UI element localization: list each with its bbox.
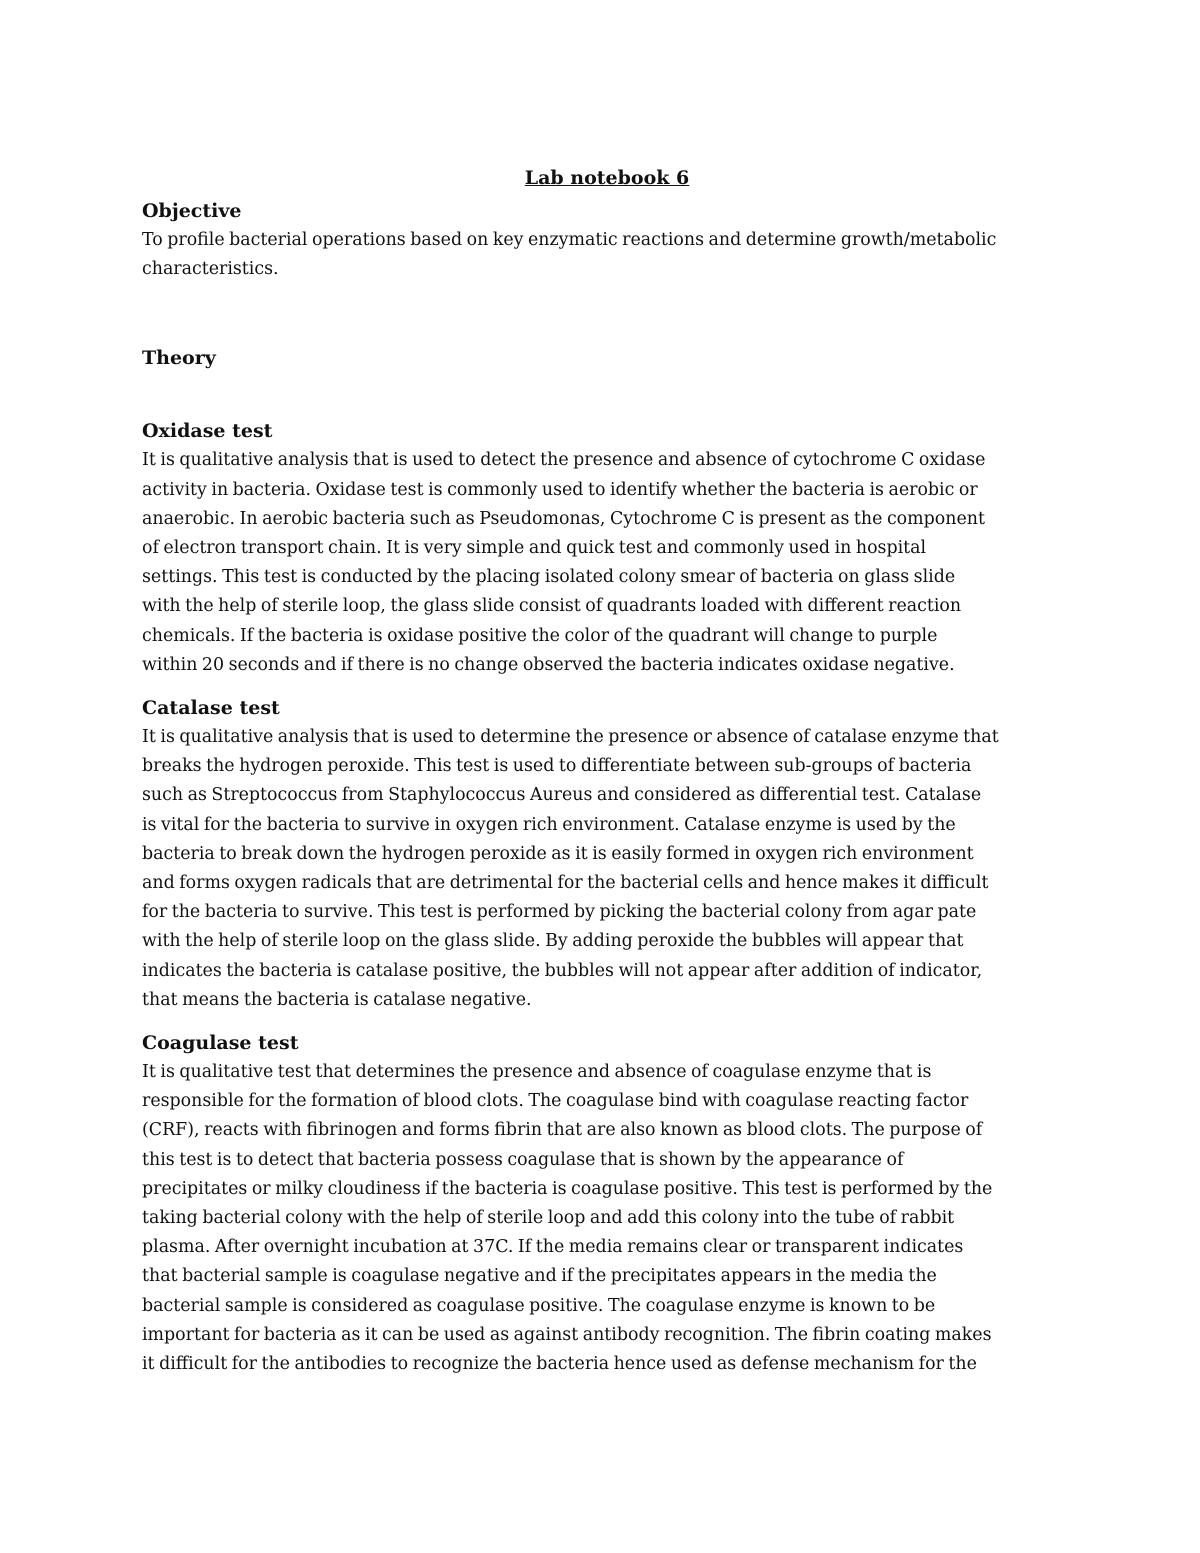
paragraph-line: this test is to detect that bacteria possess coagulase that is shown by the appearance of xyxy=(142,1149,904,1170)
paragraph-line: such as Streptococcus from Staphylococcus Aureus and considered as differential test. Catalase xyxy=(142,785,982,806)
paragraph-line: anaerobic. In aerobic bacteria such as Pseudomonas, Cytochrome C is present as the component xyxy=(142,508,985,529)
paragraph-line: bacterial sample is considered as coagulase positive. The coagulase enzyme is known to be xyxy=(142,1295,936,1316)
paragraph-line: that means the bacteria is catalase negative. xyxy=(142,989,532,1010)
spacer xyxy=(142,680,1072,694)
paragraph-line: precipitates or milky cloudiness if the bacteria is coagulase positive. This test is performed by the xyxy=(142,1178,993,1199)
objective-heading: Objective xyxy=(142,200,242,222)
coagulase-paragraph xyxy=(142,1058,1072,1379)
paragraph-line: it difficult for the antibodies to recognize the bacteria hence used as defense mechanism for the xyxy=(142,1354,977,1375)
paragraph-line: with the help of sterile loop, the glass slide consist of quadrants loaded with different reaction xyxy=(142,596,962,617)
paragraph-line: within 20 seconds and if there is no change observed the bacteria indicates oxidase negative. xyxy=(142,654,955,675)
spacer xyxy=(142,373,1072,417)
paragraph-line: that bacterial sample is coagulase negative and if the precipitates appears in the media the xyxy=(142,1266,937,1287)
paragraph-line: of electron transport chain. It is very simple and quick test and commonly used in hospital xyxy=(142,538,927,559)
paragraph-line: activity in bacteria. Oxidase test is commonly used to identify whether the bacteria is aerobic or xyxy=(142,479,978,500)
paragraph-line: with the help of sterile loop on the glass slide. By adding peroxide the bubbles will appear that xyxy=(142,931,964,952)
paragraph-line: It is qualitative analysis that is used to detect the presence and absence of cytochrome C oxidase xyxy=(142,450,986,471)
paragraph-line: taking bacterial colony with the help of sterile loop and add this colony into the tube of rabbit xyxy=(142,1208,955,1229)
spacer xyxy=(142,1015,1072,1029)
paragraph-line: characteristics. xyxy=(142,259,279,280)
paragraph-line: important for bacteria as it can be used as against antibody recognition. The fibrin coating makes xyxy=(142,1324,992,1345)
coagulase-heading: Coagulase test xyxy=(142,1032,299,1055)
oxidase-paragraph xyxy=(142,446,1072,680)
catalase-heading: Catalase test xyxy=(142,697,280,720)
paragraph-line: indicates the bacteria is catalase positive, the bubbles will not appear after addition of indicator, xyxy=(142,960,983,981)
document-title: Lab notebook 6 xyxy=(524,167,690,189)
paragraph-line: for the bacteria to survive. This test is performed by picking the bacterial colony from agar pate xyxy=(142,902,977,923)
paragraph-line: breaks the hydrogen peroxide. This test is used to differentiate between sub-groups of bacteria xyxy=(142,756,972,777)
oxidase-heading: Oxidase test xyxy=(142,420,273,443)
paragraph-line: It is qualitative test that determines the presence and absence of coagulase enzyme that is xyxy=(142,1062,932,1083)
paragraph-line: responsible for the formation of blood clots. The coagulase bind with coagulase reacting factor xyxy=(142,1091,969,1112)
paragraph-line: bacteria to break down the hydrogen peroxide as it is easily formed in oxygen rich environment xyxy=(142,843,974,864)
objective-paragraph xyxy=(142,226,1072,284)
paragraph-line: To profile bacterial operations based on key enzymatic reactions and determine growth/metabolic xyxy=(142,230,997,250)
paragraph-line: is vital for the bacteria to survive in oxygen rich environment. Catalase enzyme is used by the xyxy=(142,814,956,835)
document-body xyxy=(142,164,1072,1379)
paragraph-line: (CRF), reacts with fibrinogen and forms fibrin that are also known as blood clots. The purpose of xyxy=(142,1120,983,1141)
paragraph-line: chemicals. If the bacteria is oxidase positive the color of the quadrant will change to purple xyxy=(142,625,938,646)
paragraph-line: plasma. After overnight incubation at 37C. If the media remains clear or transparent indicates xyxy=(142,1237,964,1258)
paragraph-line: and forms oxygen radicals that are detrimental for the bacterial cells and hence makes it difficult xyxy=(142,873,989,894)
paragraph-line: settings. This test is conducted by the placing isolated colony smear of bacteria on glass slide xyxy=(142,567,956,588)
spacer xyxy=(142,284,1072,344)
theory-heading: Theory xyxy=(142,347,216,370)
catalase-paragraph xyxy=(142,723,1072,1015)
paragraph-line: It is qualitative analysis that is used to determine the presence or absence of catalase enzyme that xyxy=(142,727,999,748)
